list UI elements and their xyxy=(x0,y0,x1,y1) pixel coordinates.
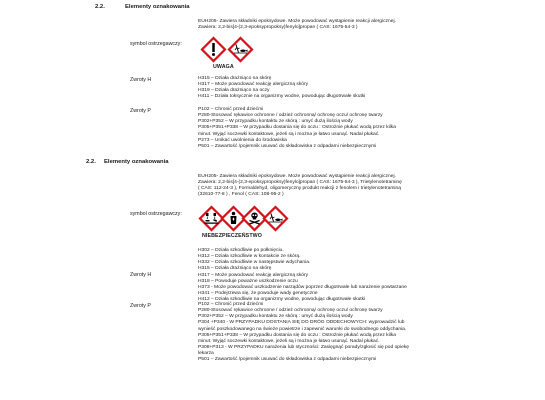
intro-line: EUH205- Zawiera składniki epoksydowe. Może powodować wystąpienie reakcji alergicznej. xyxy=(198,19,396,24)
h-statement: H317 – Może powodować reakcję alergiczną skóry xyxy=(198,82,309,88)
p-statement: P280-Stosować rękawice ochronne / odzież ochronną/ ochronę oczu/ ochronę twarzy xyxy=(198,113,383,119)
p-statements-label: Zwroty P xyxy=(130,303,151,309)
h-statement: H373 - Może powodować uszkodzenie narządów poprzez długotrwałe lub narażenie powtarzane xyxy=(198,284,407,290)
h-statement: H312 – Działa szkodliwie w kontakcie ze skórą. xyxy=(198,254,301,260)
p-statement: P280-Stosować rękawice ochronne / odzież ochronną/ ochronę oczu/ ochronę twarzy xyxy=(198,308,383,314)
h-statement: H412 – Działa szkodliwie na organizmy wodne, powodując długotrwałe skutki xyxy=(198,297,366,303)
h-statement: H341 – Podejrzewa się, że powoduje wady genetyczne xyxy=(198,291,318,297)
p-statements-list xyxy=(198,302,409,364)
p-statement: P501 – Zawartość /pojemnik usuwać do składowiska z odpadami niebezpiecznymi xyxy=(198,357,377,363)
p-statement: P304 +P340 - W PRZYPADKU DOSTANIA SIĘ DO DRÓG ODDECHOWYCH: wyprowadzić lub xyxy=(198,320,405,326)
p-statement: lekarza xyxy=(198,351,214,357)
p-statement: minut. Wyjąć soczewki kontaktowe, jeżeli są i można je łatwo usunąć. Nadal płukać. xyxy=(198,338,380,344)
p-statement: P305+P351+P338 – W przypadku dostania się do oczu : Ostrożnie płukać wodą przez kilka xyxy=(198,125,396,131)
p-statement: P305+P351+P338 – W przypadku dostania się do oczu : Ostrożnie płukać wodą przez kilka xyxy=(198,332,396,338)
h-statement: H319 – Działa drażniąco na oczy xyxy=(198,88,270,94)
h-statement: H315 – Działa drażniąco na skórę xyxy=(198,266,272,272)
h-statements-list xyxy=(198,248,407,303)
intro-block xyxy=(198,174,402,199)
p-statement: P302+P352 – W przypadku kontaktu ze skórą : umyć dużą ilością wody xyxy=(198,314,353,320)
section-heading-number: 2.2. xyxy=(95,4,105,10)
p-statement: P302+P352 – W przypadku kontaktu ze skórą : umyć dużą ilością wody xyxy=(198,119,353,125)
exclamation-mark-icon xyxy=(201,37,226,62)
section-heading: Elementy oznakowania xyxy=(125,4,190,10)
h-statement: H332 – Działa szkodliwie w następstwie wdychania. xyxy=(198,260,311,266)
environment-hazard-icon xyxy=(263,206,288,231)
signal-word: UWAGA xyxy=(213,64,234,70)
intro-line: ( CAS: 112-24-3 ), Formaldehyd, oligomeryczny produkt reakcji z fenolem i trietylenotetraminą xyxy=(198,186,401,192)
intro-line: Zawiera: 2,2-bis[4-(2,3-epoksypropoksy)fenylo]propan ( CAS: 1675-54-3 ), Trietylenotetraminę xyxy=(198,180,402,186)
signal-word: NIEBEZPIECZEŃSTWO xyxy=(202,233,262,239)
intro-line: EUH205- Zawiera składniki epoksydowe. Może powodować wystąpienie reakcji alergicznej. xyxy=(198,174,396,179)
h-statement: H302 – Działa szkodliwie po połknięciu. xyxy=(198,248,284,253)
section-heading: Elementy oznakowania xyxy=(104,159,169,165)
intro-line: (32610-77-8 ) , Fenol ( CAS: 108-95-2 ) xyxy=(198,192,284,198)
p-statement: P273 – Unikać uwolnienia do środowiska xyxy=(198,137,287,143)
p-statement: P102 – Chronić przed dziećmi xyxy=(198,302,264,307)
h-statement: H317 – Może powodować reakcję alergiczną skóry xyxy=(198,272,309,278)
p-statement: P501 – Zawartość /pojemnik usuwać do składowiska z odpadami niebezpiecznymi xyxy=(198,143,377,149)
h-statements-label: Zwroty H xyxy=(130,77,152,83)
h-statements-list xyxy=(198,76,365,101)
h-statement: H315 – Działa drażniąco na skórę xyxy=(198,76,272,81)
p-statement: P102 – Chronić przed dziećmi xyxy=(198,107,264,112)
h-statement: H318 – Powoduje poważne uszkodzenie oczu xyxy=(198,278,298,284)
p-statements-list xyxy=(198,107,396,150)
h-statements-label: Zwroty H xyxy=(130,272,152,278)
p-statement: wynieść poszkodowanego na świeże powietrze i zapewnić warunki do swobodnego oddychania. xyxy=(198,326,407,332)
h-statement: H411 – Działa toksycznie na organizmy wodne, powodując długotrwałe skutki xyxy=(198,94,366,100)
intro-line: Zawiera: 2,2-bis[4-(2,3-epoksypropoksy)fenylo]propan ( CAS: 1675-54-3 ) xyxy=(198,25,358,31)
p-statement: minut. Wyjąć soczewki kontaktowe, jeżeli są i można je łatwo usunąć. Nadal płukać. xyxy=(198,131,380,137)
symbol-label: symbol ostrzegawczy: xyxy=(130,211,182,217)
environment-hazard-icon xyxy=(228,37,253,62)
p-statements-label: Zwroty P xyxy=(130,108,151,114)
symbol-label: symbol ostrzegawczy: xyxy=(130,41,182,47)
p-statement: P308+P313 - W PRZYPADKU narażenia lub styczności: Zasięgnąć porady/zgłosić się pod opiekę xyxy=(198,345,409,351)
section-heading-number: 2.2. xyxy=(86,159,96,165)
intro-block xyxy=(198,19,396,31)
